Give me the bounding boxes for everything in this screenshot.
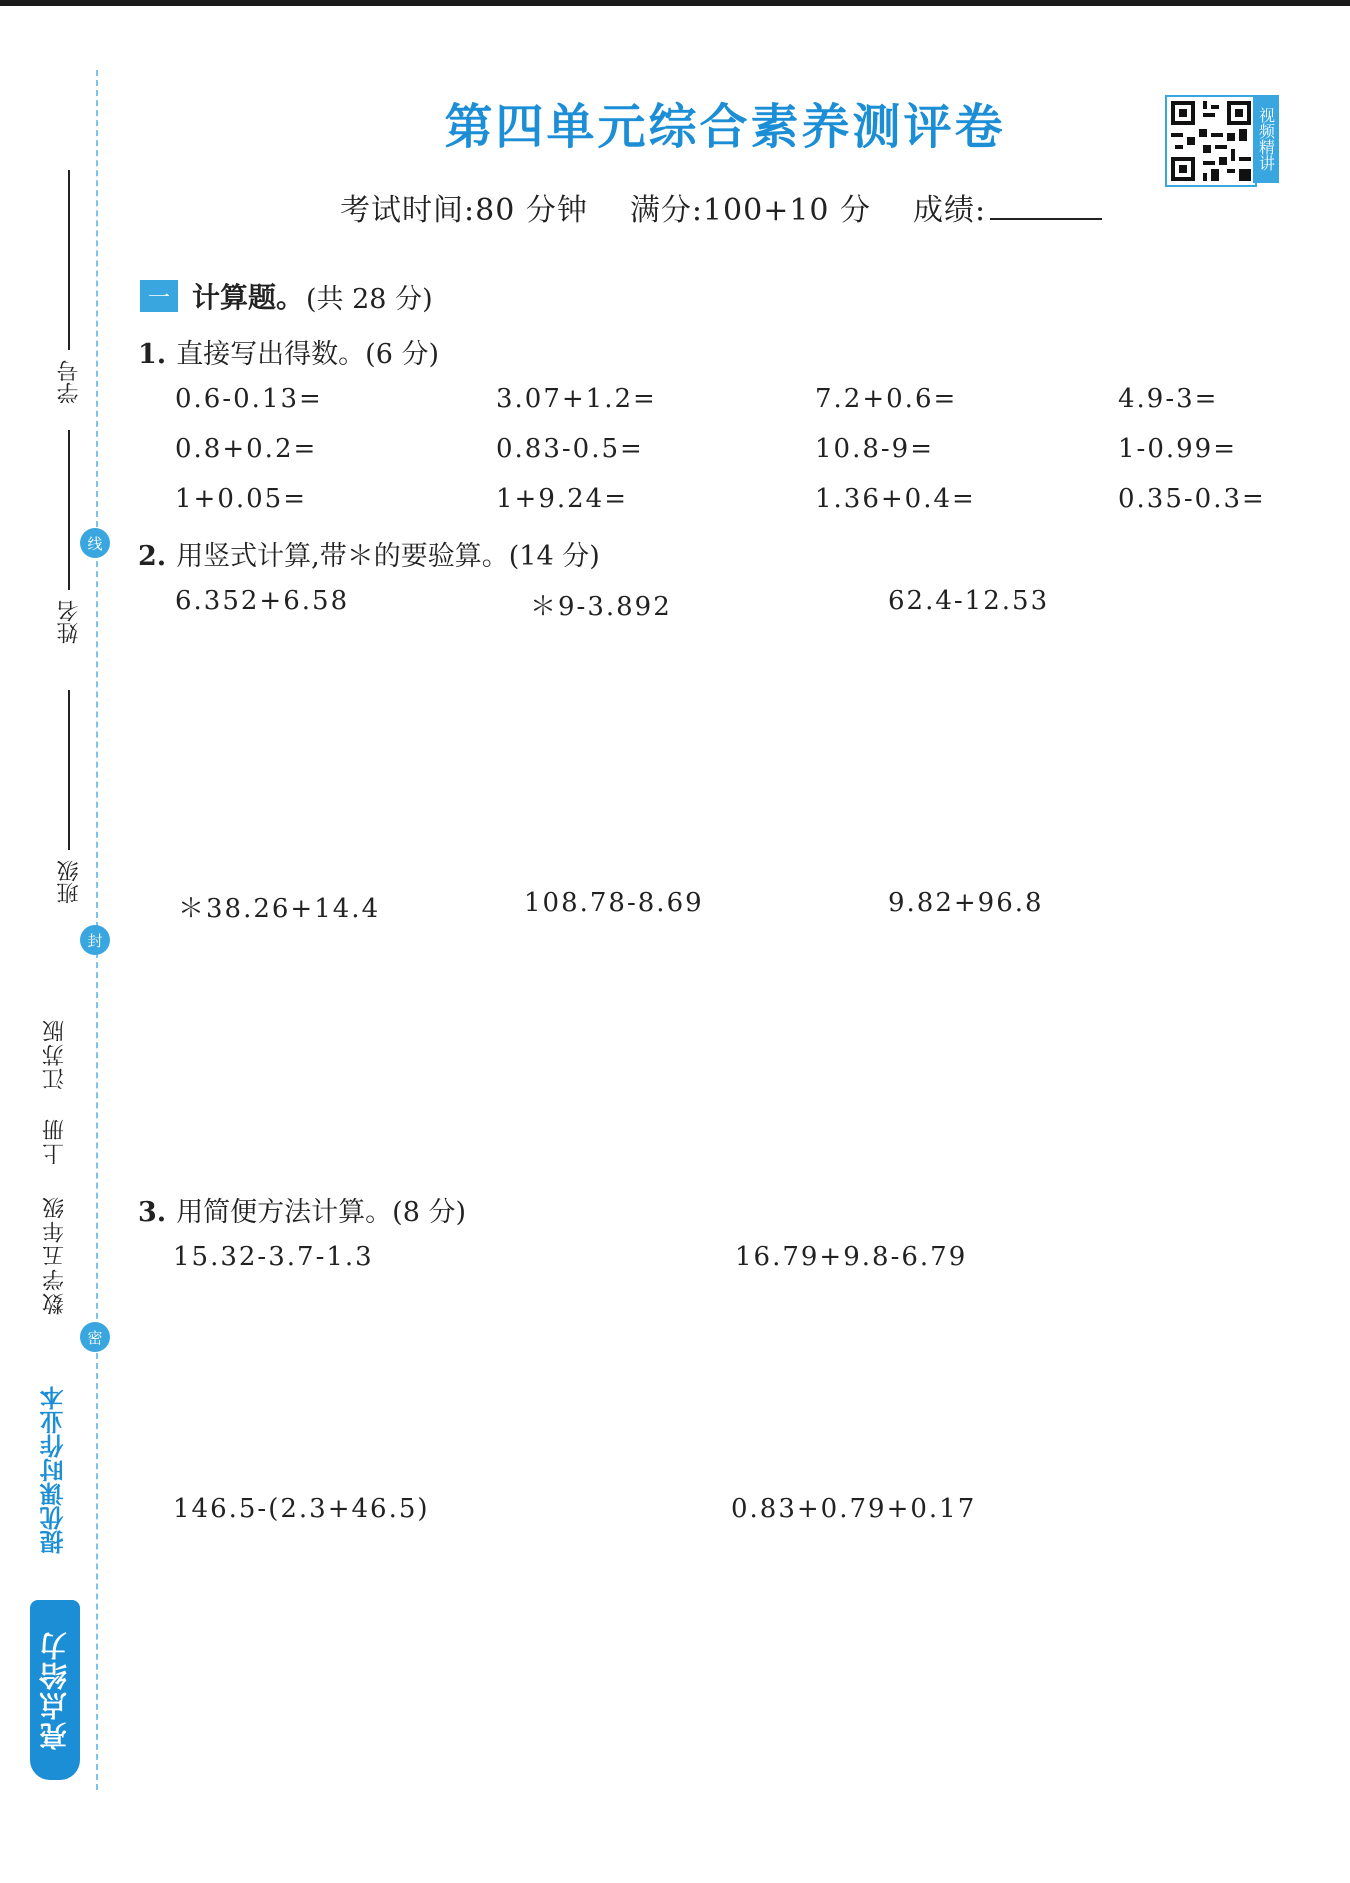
simplify-calc-item: 0.83+0.79+0.17	[731, 1494, 977, 1524]
student-no-blank	[68, 170, 70, 350]
mental-math-item: 0.83-0.5=	[496, 434, 644, 464]
question-prompt: 用简便方法计算。(8 分)	[176, 1197, 467, 1228]
mental-math-item: 1+0.05=	[175, 484, 308, 514]
name-label: 姓名	[56, 600, 82, 644]
qr-code-icon[interactable]	[1165, 95, 1257, 187]
mental-math-item: 1.36+0.4=	[815, 484, 976, 514]
simplify-calc-item: 146.5-(2.3+46.5)	[173, 1494, 430, 1524]
question-number: 2.	[138, 541, 167, 572]
mental-math-item: 4.9-3=	[1118, 384, 1219, 414]
question-1-heading	[138, 332, 439, 371]
mental-math-item: 10.8-9=	[815, 434, 935, 464]
qr-code-graphic	[1167, 97, 1255, 185]
vertical-calc-item: ＊38.26+14.4	[178, 894, 381, 924]
class-blank	[68, 690, 70, 850]
question-3-heading	[138, 1190, 466, 1229]
cut-line-badge-seal: 封	[80, 925, 110, 955]
video-explain-label: 视频精讲	[1253, 95, 1279, 183]
cut-line-badge-line: 线	[80, 528, 110, 558]
vertical-calc-item: 9.82+96.8	[888, 888, 1044, 918]
mental-math-item: 0.8+0.2=	[175, 434, 318, 464]
mental-math-item: 0.6-0.13=	[175, 384, 323, 414]
volume-label: 上册	[42, 1117, 68, 1165]
mental-math-item: 1+9.24=	[496, 484, 629, 514]
question-2-heading	[138, 534, 600, 573]
name-blank	[68, 430, 70, 590]
vertical-calc-item: 6.352+6.58	[175, 586, 350, 616]
class-field	[38, 690, 100, 904]
full-score: 满分:100+10 分	[629, 193, 872, 228]
mental-math-item: 1-0.99=	[1118, 434, 1238, 464]
mental-math-item: 7.2+0.6=	[815, 384, 958, 414]
edition-label: 江苏版	[42, 1018, 68, 1090]
vertical-calc-item: 62.4-12.53	[888, 586, 1050, 616]
section-score: (共 28 分)	[306, 283, 433, 315]
grade-blank[interactable]	[990, 218, 1102, 220]
mental-math-item: 3.07+1.2=	[496, 384, 657, 414]
grade-label: 成绩:	[913, 193, 987, 228]
simplify-calc-item: 16.79+9.8-6.79	[735, 1242, 968, 1272]
question-prompt: 用竖式计算,带＊的要验算。(14 分)	[176, 541, 600, 572]
vertical-calc-item: 108.78-8.69	[524, 888, 704, 918]
simplify-calc-item: 15.32-3.7-1.3	[173, 1242, 374, 1272]
student-no-label: 学号	[56, 360, 82, 404]
page-top-border	[0, 0, 1350, 6]
section-title: 计算题。	[192, 281, 305, 314]
question-number: 1.	[138, 339, 167, 370]
class-label: 班级	[56, 860, 82, 904]
exam-time: 考试时间:80 分钟	[340, 193, 588, 228]
subject-label: 数学五年级	[42, 1195, 68, 1315]
mental-math-item: 0.35-0.3=	[1118, 484, 1266, 514]
vertical-calc-item: ＊9-3.892	[530, 592, 672, 622]
question-number: 3.	[138, 1197, 167, 1228]
brand-logo	[30, 1600, 80, 1780]
series-label: 提优课时作业本	[39, 1386, 68, 1554]
student-no-field	[38, 170, 100, 404]
section-number-badge: 一	[140, 280, 178, 312]
exam-meta	[340, 185, 1102, 229]
page-title: 第四单元综合素养测评卷	[444, 99, 1006, 155]
section-1-heading	[140, 276, 433, 316]
cut-line-badge-secret: 密	[80, 1322, 110, 1352]
brand-label: 亮点给力	[38, 1630, 71, 1750]
question-prompt: 直接写出得数。(6 分)	[176, 339, 440, 370]
